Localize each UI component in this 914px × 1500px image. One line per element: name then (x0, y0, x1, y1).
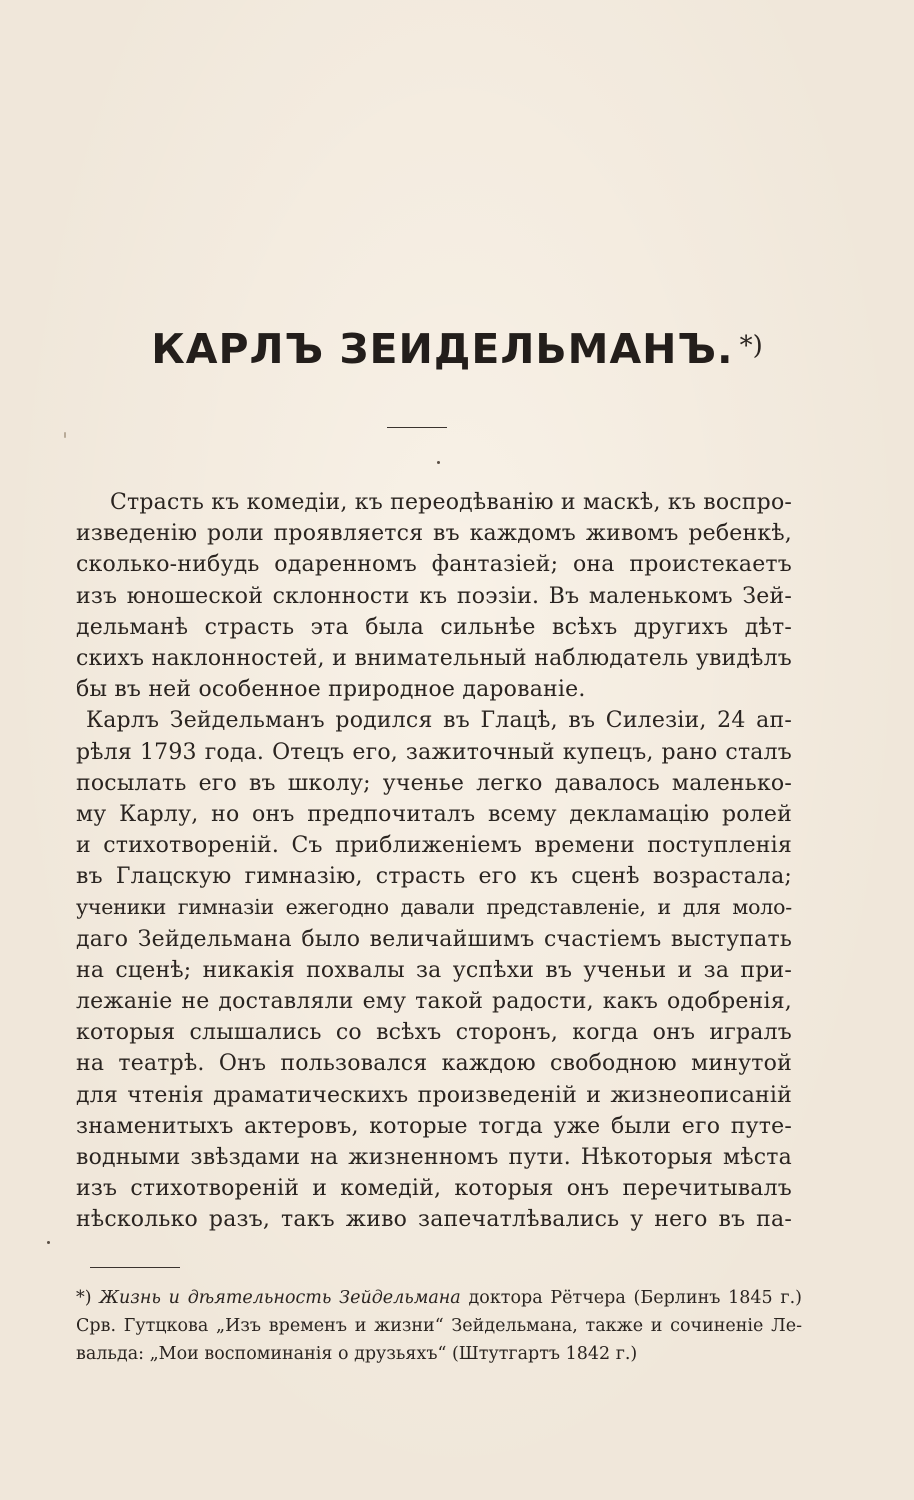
text-line: изъ юношеской склонности къ поэзіи. Въ маленькомъ Зей- (76, 583, 792, 609)
text-line: и стихотвореній. Съ приближеніемъ времени поступленія (76, 833, 792, 859)
footnote-line-rest: доктора Рётчера (Берлинъ 1845 г.) (468, 1288, 802, 1308)
footnote-line: Срв. Гутцкова „Изъ временъ и жизни“ Зейдельмана, также и сочиненіе Ле- (76, 1316, 802, 1336)
print-speck (437, 461, 440, 464)
chapter-body (76, 487, 792, 1236)
title-divider (387, 427, 447, 428)
text-line: изъ стихотвореній и комедій, которыя онъ перечитывалъ (76, 1176, 792, 1202)
text-line: знаменитыхъ актеровъ, которые тогда уже были его путе- (76, 1113, 792, 1139)
footnote (76, 1284, 802, 1368)
text-line: дельманѣ страсть эта была сильнѣе всѣхъ другихъ дѣт- (76, 614, 792, 640)
footnote-book-title: Жизнь и дѣятельность Зейдельмана (99, 1288, 461, 1308)
text-line: бы въ ней особенное природное дарованіе. (76, 677, 586, 703)
chapter-heading (0, 325, 914, 373)
text-line: на сценѣ; никакія похвалы за успѣхи въ ученьи и за при- (76, 957, 792, 983)
text-line: скихъ наклонностей, и внимательный наблюдатель увидѣлъ (76, 645, 792, 671)
print-speck (47, 1241, 50, 1244)
footnote-divider (90, 1267, 180, 1268)
footnote-line: вальда: „Мои воспоминанія о друзьяхъ“ (Штутгартъ 1842 г.) (76, 1344, 638, 1364)
text-line: изведенію роли проявляется въ каждомъ живомъ ребенкѣ, (76, 521, 792, 547)
footnote-mark: *) (76, 1288, 92, 1308)
text-line: ученики гимназіи ежегодно давали представленіе, и для моло- (76, 895, 792, 920)
footnote-line (76, 1284, 802, 1312)
text-line: му Карлу, но онъ предпочиталъ всему декламацію ролей (76, 801, 792, 827)
title-footnote-mark[interactable]: *) (739, 331, 763, 361)
text-line: водными звѣздами на жизненномъ пути. Нѣкоторыя мѣста (76, 1144, 792, 1170)
text-line: посылать его въ школу; ученье легко давалось маленько- (76, 770, 792, 796)
text-line: Страсть къ комедіи, къ переодѣванію и маскѣ, къ воспро- (110, 490, 793, 515)
text-line: нѣсколько разъ, такъ живо запечатлѣвались у него въ па- (76, 1207, 792, 1233)
chapter-title: КАРЛЪ ЗЕИДЕЛЬМАНЪ. (151, 325, 734, 373)
text-line: для чтенія драматическихъ произведеній и жизнеописаній (76, 1082, 792, 1108)
text-line: которыя слышались со всѣхъ сторонъ, когда онъ игралъ (76, 1020, 792, 1046)
text-line: въ Глацскую гимназію, страсть его къ сценѣ возрастала; (76, 864, 792, 890)
print-speck (64, 432, 66, 438)
text-line: даго Зейдельмана было величайшимъ счастіемъ выступать (76, 926, 792, 952)
text-line: сколько-нибудь одаренномъ фантазіей; она проистекаетъ (76, 552, 792, 578)
text-line: на театрѣ. Онъ пользовался каждою свободною минутой (76, 1051, 792, 1077)
text-line: Карлъ Зейдельманъ родился въ Глацѣ, въ Силезіи, 24 ап- (86, 708, 792, 734)
text-line: лежаніе не доставляли ему такой радости, какъ одобренія, (76, 989, 792, 1014)
text-line: рѣля 1793 года. Отецъ его, зажиточный купецъ, рано сталъ (76, 739, 792, 765)
